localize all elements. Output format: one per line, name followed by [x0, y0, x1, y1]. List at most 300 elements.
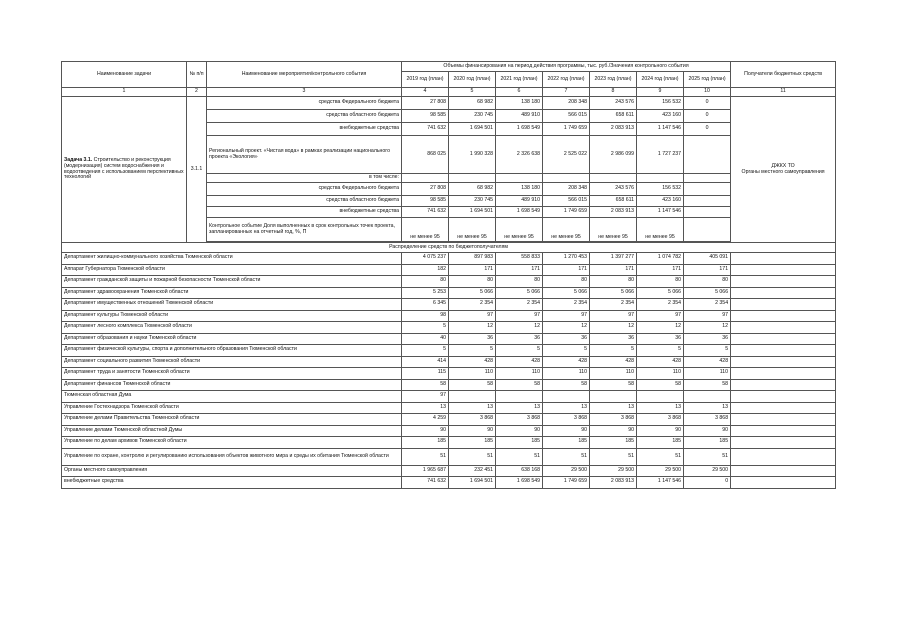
funding-row [62, 97, 836, 110]
funding-source-label: средства Федерального бюджета [207, 183, 402, 196]
department-value: 110 [543, 368, 590, 380]
column-number: 9 [637, 88, 684, 97]
department-name: Аппарат Губернатора Тюменской области [62, 264, 402, 276]
value-cell [684, 136, 731, 174]
department-value: 51 [543, 448, 590, 465]
department-value: 5 [496, 345, 543, 357]
department-value: 2 354 [496, 299, 543, 311]
value-cell: не менее 95 [590, 218, 637, 242]
department-value: 97 [637, 310, 684, 322]
department-value: 12 [590, 322, 637, 334]
column-number: 6 [496, 88, 543, 97]
value-cell: 1 698 549 [496, 123, 543, 136]
value-cell: 741 632 [402, 207, 449, 218]
value-cell: 68 982 [449, 183, 496, 196]
department-value: 51 [402, 448, 449, 465]
department-value: 171 [496, 264, 543, 276]
department-row [62, 402, 836, 414]
department-value: 558 833 [496, 253, 543, 265]
department-value: 4 259 [402, 414, 449, 426]
department-recipient [731, 310, 836, 322]
value-cell: 138 180 [496, 183, 543, 196]
column-number: 7 [543, 88, 590, 97]
header-event: Наименование мероприятия/контрольного события [207, 62, 402, 88]
department-recipient [731, 345, 836, 357]
department-value: 428 [637, 356, 684, 368]
value-cell: 98 585 [402, 196, 449, 207]
department-name: Управление по охране, контролю и регулированию использования объектов животного мира и среды их обитания Тюменской области [62, 448, 402, 465]
department-value: 90 [637, 425, 684, 437]
value-cell: 1 990 328 [449, 136, 496, 174]
department-value: 3 868 [496, 414, 543, 426]
department-row [62, 448, 836, 465]
column-number: 1 [62, 88, 187, 97]
department-value: 2 083 913 [590, 477, 637, 489]
value-cell: 658 611 [590, 196, 637, 207]
department-value: 58 [449, 379, 496, 391]
department-recipient [731, 264, 836, 276]
department-value: 13 [543, 402, 590, 414]
department-value: 171 [590, 264, 637, 276]
value-cell: 566 015 [543, 196, 590, 207]
value-cell: 1 749 659 [543, 123, 590, 136]
value-cell: не менее 95 [496, 218, 543, 242]
department-value: 3 868 [449, 414, 496, 426]
department-recipient [731, 333, 836, 345]
department-value: 3 868 [590, 414, 637, 426]
department-value: 638 168 [496, 465, 543, 477]
department-value: 2 354 [449, 299, 496, 311]
value-cell [684, 218, 731, 242]
department-value: 110 [637, 368, 684, 380]
department-recipient [731, 253, 836, 265]
department-value: 29 500 [684, 465, 731, 477]
department-value: 428 [684, 356, 731, 368]
recipients-text: ДЖКХ ТО Органы местного самоуправления [741, 162, 825, 175]
department-row [62, 477, 836, 489]
department-value: 12 [449, 322, 496, 334]
value-cell [684, 207, 731, 218]
department-value: 13 [684, 402, 731, 414]
department-value: 80 [637, 276, 684, 288]
department-value: 110 [496, 368, 543, 380]
department-value: 405 091 [684, 253, 731, 265]
department-value: 428 [496, 356, 543, 368]
funding-source-label: средства областного бюджета [207, 110, 402, 123]
value-cell [684, 183, 731, 196]
including-label: в том числе: [207, 174, 402, 183]
column-number: 5 [449, 88, 496, 97]
department-value: 97 [590, 310, 637, 322]
department-recipient [731, 287, 836, 299]
value-cell: 138 180 [496, 97, 543, 110]
value-cell: 230 745 [449, 110, 496, 123]
department-value: 185 [449, 437, 496, 449]
header-year: 2024 год (план) [637, 72, 684, 88]
department-recipient [731, 322, 836, 334]
header-funding: Объемы финансирования на период действия программы, тыс. руб./Значения контрольного события [402, 62, 731, 72]
department-value [590, 391, 637, 403]
department-value: 36 [543, 333, 590, 345]
column-number: 4 [402, 88, 449, 97]
department-row [62, 333, 836, 345]
department-value: 5 253 [402, 287, 449, 299]
department-value: 90 [590, 425, 637, 437]
column-number: 11 [731, 88, 836, 97]
column-number: 10 [684, 88, 731, 97]
value-cell: 741 632 [402, 123, 449, 136]
department-row [62, 253, 836, 265]
department-value: 5 066 [496, 287, 543, 299]
value-cell: 27 808 [402, 183, 449, 196]
department-name: Департамент гражданской защиты и пожарной безопасности Тюменской области [62, 276, 402, 288]
department-value: 182 [402, 264, 449, 276]
department-value: 80 [496, 276, 543, 288]
department-value: 1 270 453 [543, 253, 590, 265]
department-value: 51 [684, 448, 731, 465]
department-value: 5 [402, 322, 449, 334]
task-title-bold: Задача 3.1. [64, 156, 93, 163]
department-value: 1 694 501 [449, 477, 496, 489]
department-row [62, 310, 836, 322]
department-recipient [731, 425, 836, 437]
department-value: 414 [402, 356, 449, 368]
header-year: 2025 год (план) [684, 72, 731, 88]
column-number: 2 [187, 88, 207, 97]
department-value [496, 391, 543, 403]
value-cell: 1 147 546 [637, 123, 684, 136]
department-name: Департамент имущественных отношений Тюменской области [62, 299, 402, 311]
department-value: 171 [637, 264, 684, 276]
department-value [449, 391, 496, 403]
department-value: 110 [590, 368, 637, 380]
department-value: 185 [684, 437, 731, 449]
department-name: Управление делами Тюменской областной Думы [62, 425, 402, 437]
value-cell: 489 910 [496, 110, 543, 123]
department-value: 40 [402, 333, 449, 345]
department-name: внебюджетные средства [62, 477, 402, 489]
department-value: 5 [590, 345, 637, 357]
value-cell: 208 348 [543, 97, 590, 110]
value-cell: 1 727 237 [637, 136, 684, 174]
value-cell: 2 083 913 [590, 207, 637, 218]
value-cell: 27 808 [402, 97, 449, 110]
department-value: 5 [543, 345, 590, 357]
department-recipient [731, 465, 836, 477]
department-value: 1 749 659 [543, 477, 590, 489]
header-year: 2021 год (план) [496, 72, 543, 88]
department-value: 58 [590, 379, 637, 391]
department-value [684, 391, 731, 403]
department-name: Управление по делам архивов Тюменской области [62, 437, 402, 449]
value-cell: не менее 95 [402, 218, 449, 242]
department-row [62, 356, 836, 368]
department-value: 97 [684, 310, 731, 322]
department-name: Тюменская областная Дума [62, 391, 402, 403]
header-year: 2022 год (план) [543, 72, 590, 88]
department-value: 5 [684, 345, 731, 357]
department-value: 80 [590, 276, 637, 288]
department-row [62, 368, 836, 380]
department-value: 13 [496, 402, 543, 414]
value-cell: 2 083 913 [590, 123, 637, 136]
value-cell: 68 982 [449, 97, 496, 110]
department-value: 80 [543, 276, 590, 288]
department-value: 110 [449, 368, 496, 380]
department-value: 897 983 [449, 253, 496, 265]
department-value: 13 [449, 402, 496, 414]
event-number: 3.1.1 [187, 97, 207, 243]
department-value: 0 [684, 477, 731, 489]
department-value: 80 [402, 276, 449, 288]
department-value: 185 [496, 437, 543, 449]
department-name: Департамент физической культуры, спорта и дополнительного образования Тюменской области [62, 345, 402, 357]
department-value: 1 698 549 [496, 477, 543, 489]
department-value [637, 391, 684, 403]
department-value: 171 [543, 264, 590, 276]
department-row [62, 379, 836, 391]
department-value: 90 [496, 425, 543, 437]
department-value: 2 354 [590, 299, 637, 311]
value-cell: 1 698 549 [496, 207, 543, 218]
department-value: 185 [590, 437, 637, 449]
department-name: Департамент здравоохранения Тюменской области [62, 287, 402, 299]
department-value: 185 [543, 437, 590, 449]
value-cell: 230 745 [449, 196, 496, 207]
department-value: 5 066 [637, 287, 684, 299]
value-cell: 423 160 [637, 196, 684, 207]
department-value: 97 [496, 310, 543, 322]
department-value: 185 [402, 437, 449, 449]
department-value: 115 [402, 368, 449, 380]
funding-source-label: внебюджетные средства [207, 207, 402, 218]
department-recipient [731, 276, 836, 288]
department-row [62, 287, 836, 299]
recipients-cell [731, 97, 836, 243]
value-cell: 0 [684, 123, 731, 136]
department-value: 58 [402, 379, 449, 391]
value-cell: 2 326 638 [496, 136, 543, 174]
department-value: 5 066 [543, 287, 590, 299]
header-row [62, 62, 836, 72]
department-value: 29 500 [543, 465, 590, 477]
department-value: 1 147 546 [637, 477, 684, 489]
value-cell: 1 749 659 [543, 207, 590, 218]
department-value: 1 965 687 [402, 465, 449, 477]
department-value: 12 [496, 322, 543, 334]
department-value: 51 [590, 448, 637, 465]
department-value: 29 500 [637, 465, 684, 477]
department-value: 3 868 [684, 414, 731, 426]
department-recipient [731, 448, 836, 465]
value-cell: 2 986 099 [590, 136, 637, 174]
value-cell: 489 910 [496, 196, 543, 207]
department-recipient [731, 391, 836, 403]
department-value: 80 [684, 276, 731, 288]
program-table [61, 61, 836, 489]
value-cell: 208 348 [543, 183, 590, 196]
control-event-text: Контрольное событие Доля выполненных в срок контрольных точек проекта, запланированных на отчетный год, %, П [207, 218, 402, 242]
department-value: 13 [590, 402, 637, 414]
value-cell [684, 196, 731, 207]
department-value: 36 [496, 333, 543, 345]
department-value: 36 [590, 333, 637, 345]
department-recipient [731, 368, 836, 380]
department-value: 13 [402, 402, 449, 414]
department-value: 6 345 [402, 299, 449, 311]
department-name: Органы местного самоуправления [62, 465, 402, 477]
funding-source-label: внебюджетные средства [207, 123, 402, 136]
department-name: Управление Гостехнадзора Тюменской области [62, 402, 402, 414]
department-recipient [731, 402, 836, 414]
column-numbers-row [62, 88, 836, 97]
department-value: 12 [637, 322, 684, 334]
department-value: 171 [449, 264, 496, 276]
department-value: 58 [496, 379, 543, 391]
department-value: 110 [684, 368, 731, 380]
department-name: Департамент лесного комплекса Тюменской области [62, 322, 402, 334]
value-cell: 566 015 [543, 110, 590, 123]
department-value: 1 074 782 [637, 253, 684, 265]
department-value: 36 [637, 333, 684, 345]
value-cell: 0 [684, 110, 731, 123]
department-value: 171 [684, 264, 731, 276]
column-number: 8 [590, 88, 637, 97]
department-value: 97 [449, 310, 496, 322]
department-name: Департамент образования и науки Тюменской области [62, 333, 402, 345]
department-recipient [731, 379, 836, 391]
department-row [62, 276, 836, 288]
department-row [62, 425, 836, 437]
task-title-text: Строительство и реконструкция (модернизация) систем водоснабжения и водоотведения с использованием перспективных технологий [64, 156, 184, 181]
department-value: 741 632 [402, 477, 449, 489]
department-value: 58 [684, 379, 731, 391]
department-value: 36 [684, 333, 731, 345]
department-value: 80 [449, 276, 496, 288]
department-recipient [731, 299, 836, 311]
department-value [543, 391, 590, 403]
department-name: Управление делами Правительства Тюменской области [62, 414, 402, 426]
department-value: 428 [543, 356, 590, 368]
distribution-row [62, 243, 836, 253]
value-cell: 156 532 [637, 183, 684, 196]
value-cell: 0 [684, 97, 731, 110]
department-value: 428 [449, 356, 496, 368]
department-value: 90 [543, 425, 590, 437]
value-cell: 243 576 [590, 183, 637, 196]
department-value: 5 [637, 345, 684, 357]
funding-source-label: средства Федерального бюджета [207, 97, 402, 110]
department-value: 98 [402, 310, 449, 322]
department-row [62, 414, 836, 426]
department-value: 428 [590, 356, 637, 368]
header-task: Наименование задачи [62, 62, 187, 88]
department-value: 51 [449, 448, 496, 465]
department-recipient [731, 477, 836, 489]
value-cell: 868 025 [402, 136, 449, 174]
project-text: Региональный проект. «Чистая вода» в рамках реализации национального проекта «Экология» [207, 136, 402, 174]
department-row [62, 322, 836, 334]
department-row [62, 299, 836, 311]
value-cell: 243 576 [590, 97, 637, 110]
value-cell: 156 532 [637, 97, 684, 110]
department-value: 185 [637, 437, 684, 449]
department-value: 58 [637, 379, 684, 391]
header-year: 2023 год (план) [590, 72, 637, 88]
department-name: Департамент культуры Тюменской области [62, 310, 402, 322]
department-value: 3 868 [543, 414, 590, 426]
distribution-title: Распределение средств по бюджетополучателям [62, 243, 836, 253]
department-name: Департамент финансов Тюменской области [62, 379, 402, 391]
value-cell: 423 160 [637, 110, 684, 123]
department-name: Департамент социального развития Тюменской области [62, 356, 402, 368]
department-value: 5 066 [590, 287, 637, 299]
department-value: 5 [449, 345, 496, 357]
department-value: 2 354 [543, 299, 590, 311]
value-cell: 1 147 546 [637, 207, 684, 218]
department-row [62, 437, 836, 449]
department-recipient [731, 414, 836, 426]
department-row [62, 264, 836, 276]
value-cell: не менее 95 [449, 218, 496, 242]
department-value: 12 [543, 322, 590, 334]
department-value: 232 451 [449, 465, 496, 477]
value-cell: 658 611 [590, 110, 637, 123]
department-row [62, 345, 836, 357]
header-year: 2020 год (план) [449, 72, 496, 88]
department-value: 51 [637, 448, 684, 465]
department-value: 90 [684, 425, 731, 437]
value-cell: не менее 95 [637, 218, 684, 242]
department-value: 58 [543, 379, 590, 391]
department-value: 36 [449, 333, 496, 345]
department-row [62, 391, 836, 403]
value-cell: не менее 95 [543, 218, 590, 242]
department-value: 5 [402, 345, 449, 357]
department-value: 29 500 [590, 465, 637, 477]
funding-source-label: средства областного бюджета [207, 196, 402, 207]
department-value: 90 [402, 425, 449, 437]
department-value: 97 [543, 310, 590, 322]
department-value: 51 [496, 448, 543, 465]
department-value: 5 066 [449, 287, 496, 299]
department-value: 12 [684, 322, 731, 334]
department-value: 1 397 277 [590, 253, 637, 265]
header-number: № п/п [187, 62, 207, 88]
value-cell: 2 525 022 [543, 136, 590, 174]
value-cell: 1 694 501 [449, 123, 496, 136]
department-value: 97 [402, 391, 449, 403]
department-value: 2 354 [684, 299, 731, 311]
department-name: Департамент жилищно-коммунального хозяйства Тюменской области [62, 253, 402, 265]
department-recipient [731, 356, 836, 368]
value-cell: 98 585 [402, 110, 449, 123]
column-number: 3 [207, 88, 402, 97]
department-row [62, 465, 836, 477]
department-recipient [731, 437, 836, 449]
department-name: Департамент труда и занятости Тюменской области [62, 368, 402, 380]
department-value: 3 868 [637, 414, 684, 426]
department-value: 2 354 [637, 299, 684, 311]
department-value: 90 [449, 425, 496, 437]
department-value: 13 [637, 402, 684, 414]
header-recipients: Получатели бюджетных средств [731, 62, 836, 88]
task-cell [62, 97, 187, 243]
department-value: 5 066 [684, 287, 731, 299]
header-year: 2019 год (план) [402, 72, 449, 88]
value-cell: 1 694 501 [449, 207, 496, 218]
department-value: 4 075 237 [402, 253, 449, 265]
